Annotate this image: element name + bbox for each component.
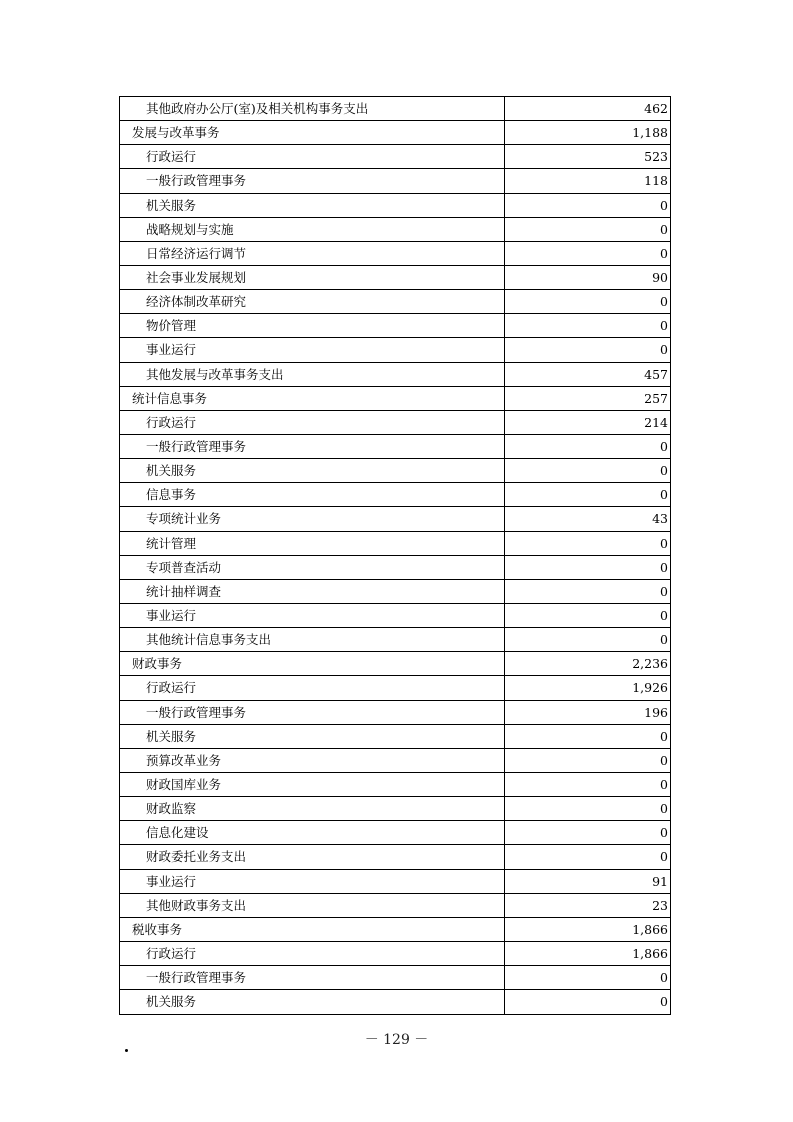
row-amount: 2,236: [632, 656, 668, 672]
row-label: 其他财政事务支出: [120, 894, 505, 917]
table-row: [120, 870, 670, 894]
row-amount: 0: [660, 849, 668, 865]
row-label: 发展与改革事务: [120, 121, 505, 144]
table-row: [120, 918, 670, 942]
expenditure-table: [119, 96, 671, 1015]
table-row: [120, 556, 670, 580]
table-row: [120, 507, 670, 531]
table-row: [120, 290, 670, 314]
row-amount: 1,866: [632, 945, 668, 961]
row-amount: 257: [644, 390, 668, 406]
row-label: 统计抽样调查: [120, 580, 505, 603]
row-label: 事业运行: [120, 604, 505, 627]
row-amount: 457: [644, 366, 668, 382]
row-label: 税收事务: [120, 918, 505, 941]
row-amount: 214: [644, 414, 668, 430]
row-label: 统计管理: [120, 532, 505, 555]
table-row: [120, 314, 670, 338]
row-amount: 91: [652, 873, 668, 889]
row-amount: 0: [660, 438, 668, 454]
row-amount: 0: [660, 728, 668, 744]
table-row: [120, 97, 670, 121]
row-amount: 23: [652, 897, 668, 913]
table-row: [120, 145, 670, 169]
row-label: 物价管理: [120, 314, 505, 337]
row-label: 其他发展与改革事务支出: [120, 363, 505, 386]
table-row: [120, 701, 670, 725]
table-row: [120, 483, 670, 507]
row-amount: 0: [660, 245, 668, 261]
row-label: 行政运行: [120, 942, 505, 965]
row-amount: 0: [660, 607, 668, 623]
row-label: 信息事务: [120, 483, 505, 506]
row-label: 日常经济运行调节: [120, 242, 505, 265]
table-row: [120, 990, 670, 1014]
table-row: [120, 121, 670, 145]
row-amount: 0: [660, 583, 668, 599]
row-amount: 118: [644, 173, 668, 189]
row-label: 机关服务: [120, 990, 505, 1014]
row-label: 事业运行: [120, 338, 505, 361]
table-row: [120, 169, 670, 193]
row-label: 专项统计业务: [120, 507, 505, 530]
table-row: [120, 532, 670, 556]
row-amount: 1,866: [632, 921, 668, 937]
row-amount: 462: [644, 101, 668, 116]
row-label: 预算改革业务: [120, 749, 505, 772]
row-label: 统计信息事务: [120, 387, 505, 410]
row-label: 其他政府办公厅(室)及相关机构事务支出: [120, 97, 505, 120]
row-amount: 196: [644, 704, 668, 720]
row-label: 财政委托业务支出: [120, 845, 505, 868]
table-row: [120, 652, 670, 676]
row-amount: 0: [660, 801, 668, 817]
row-amount: 0: [660, 559, 668, 575]
page-number: － 129 －: [364, 1032, 429, 1048]
row-amount: 90: [652, 269, 668, 285]
row-label: 其他统计信息事务支出: [120, 628, 505, 651]
row-amount: 0: [660, 776, 668, 792]
table-row: [120, 797, 670, 821]
row-amount: 0: [660, 221, 668, 237]
table-row: [120, 966, 670, 990]
row-label: 行政运行: [120, 676, 505, 699]
table-row: [120, 628, 670, 652]
row-label: 财政事务: [120, 652, 505, 675]
row-label: 信息化建设: [120, 821, 505, 844]
table-row: [120, 363, 670, 387]
row-amount: 0: [660, 970, 668, 986]
table-row: [120, 411, 670, 435]
table-row: [120, 218, 670, 242]
row-amount: 0: [660, 318, 668, 334]
row-label: 社会事业发展规划: [120, 266, 505, 289]
row-amount: 0: [660, 752, 668, 768]
table-row: [120, 459, 670, 483]
table-row: [120, 894, 670, 918]
table-row: [120, 387, 670, 411]
row-label: 战略规划与实施: [120, 218, 505, 241]
row-label: 一般行政管理事务: [120, 435, 505, 458]
table-row: [120, 338, 670, 362]
row-amount: 0: [660, 463, 668, 479]
table-row: [120, 773, 670, 797]
row-label: 专项普查活动: [120, 556, 505, 579]
row-amount: 0: [660, 994, 668, 1010]
row-amount: 1,926: [632, 680, 668, 696]
row-label: 事业运行: [120, 870, 505, 893]
row-amount: 0: [660, 487, 668, 503]
row-label: 行政运行: [120, 411, 505, 434]
table-row: [120, 580, 670, 604]
table-row: [120, 266, 670, 290]
table-row: [120, 435, 670, 459]
row-label: 财政监察: [120, 797, 505, 820]
table-row: [120, 749, 670, 773]
row-label: 行政运行: [120, 145, 505, 168]
table-row: [120, 725, 670, 749]
row-label: 一般行政管理事务: [120, 701, 505, 724]
row-label: 一般行政管理事务: [120, 169, 505, 192]
row-amount: 43: [652, 511, 668, 527]
row-amount: 523: [644, 149, 668, 165]
table-row: [120, 604, 670, 628]
table-row: [120, 942, 670, 966]
row-label: 机关服务: [120, 725, 505, 748]
margin-dot: [125, 1049, 128, 1052]
row-amount: 0: [660, 342, 668, 358]
row-amount: 0: [660, 294, 668, 310]
row-label: 机关服务: [120, 459, 505, 482]
table-row: [120, 242, 670, 266]
row-amount: 0: [660, 197, 668, 213]
table-row: [120, 194, 670, 218]
row-label: 财政国库业务: [120, 773, 505, 796]
table-row: [120, 845, 670, 869]
row-amount: 0: [660, 632, 668, 648]
table-row: [120, 821, 670, 845]
table-row: [120, 676, 670, 700]
row-amount: 0: [660, 535, 668, 551]
row-amount: 0: [660, 825, 668, 841]
row-label: 机关服务: [120, 194, 505, 217]
row-amount: 1,188: [632, 125, 668, 141]
row-label: 一般行政管理事务: [120, 966, 505, 989]
row-label: 经济体制改革研究: [120, 290, 505, 313]
